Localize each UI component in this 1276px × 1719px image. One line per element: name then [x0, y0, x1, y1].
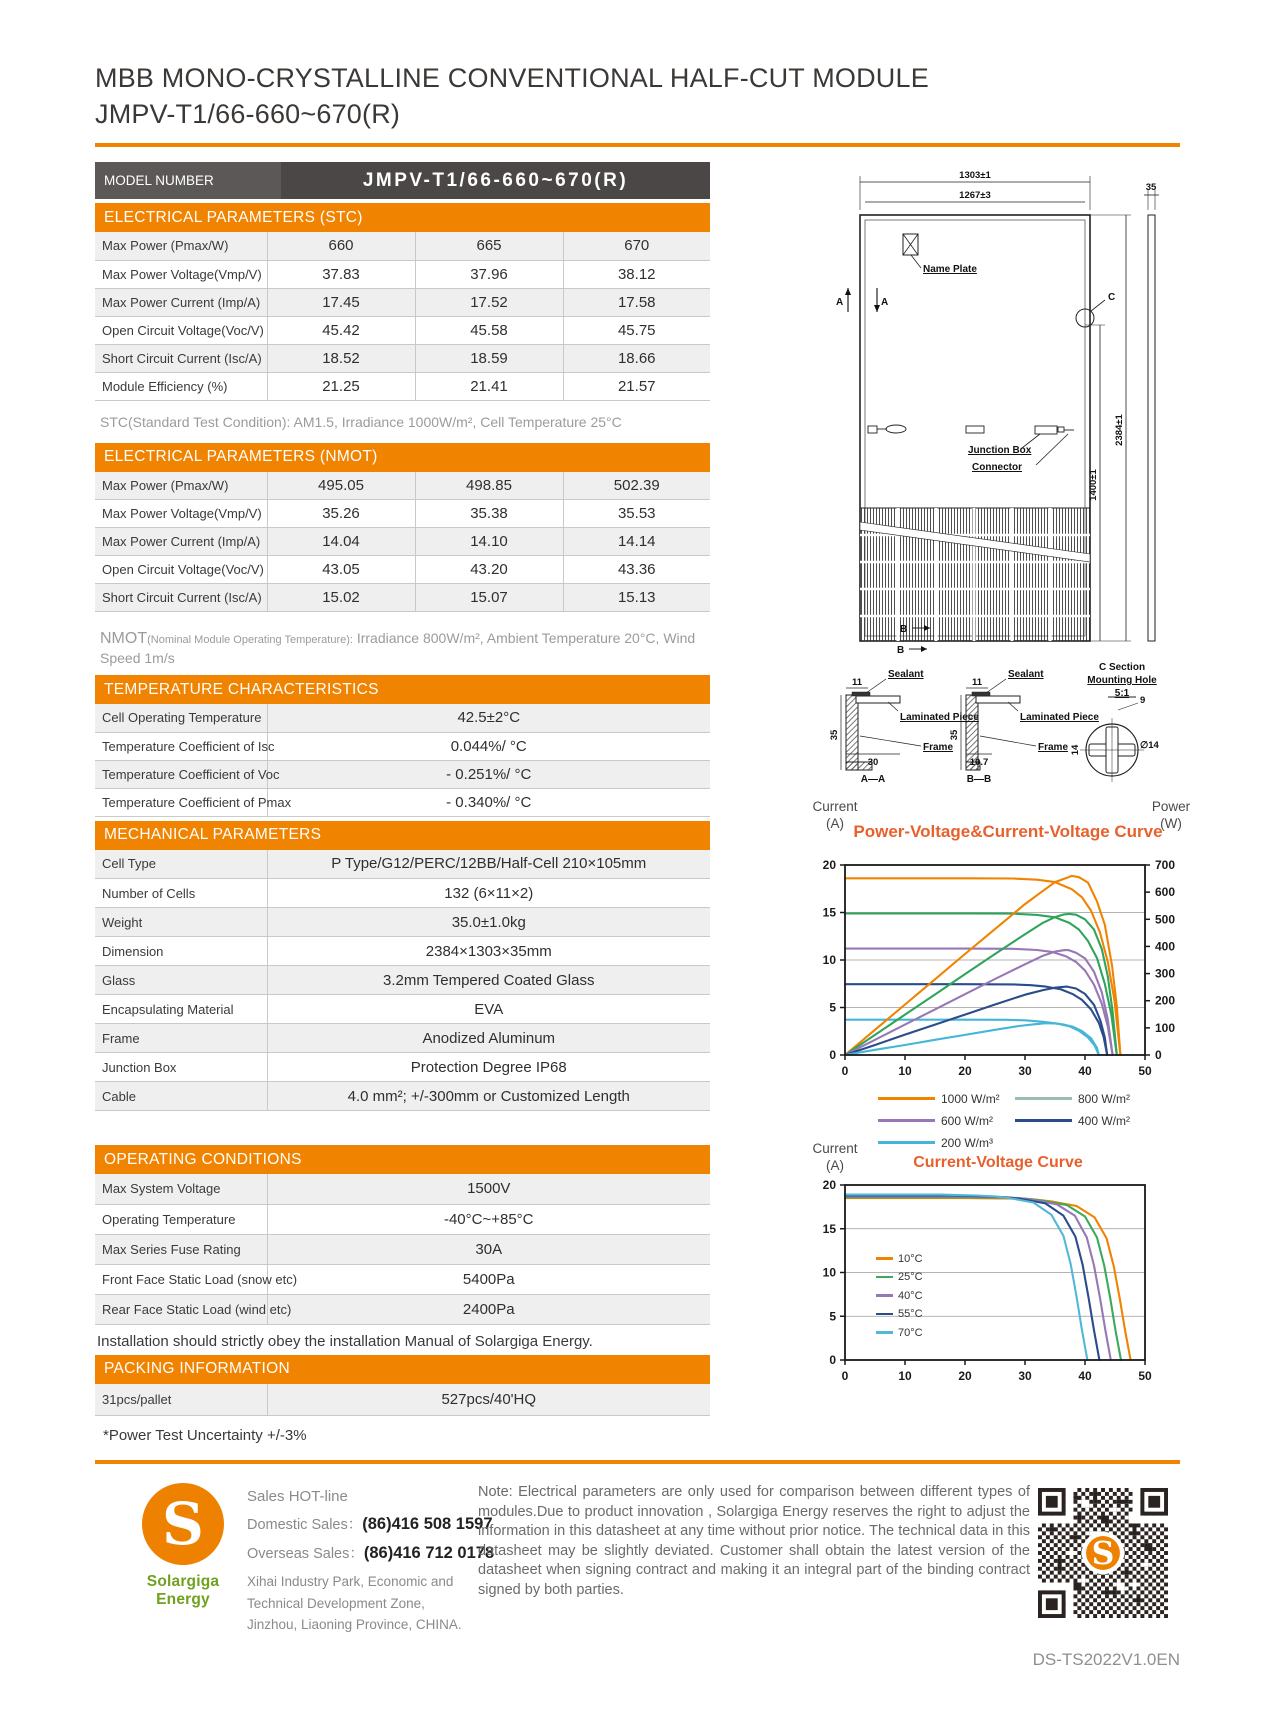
- caption-aa: A—A: [860, 774, 886, 785]
- document-code: DS-TS2022V1.0EN: [1032, 1650, 1180, 1669]
- module-drawing: [740, 150, 1276, 800]
- table-row: [95, 344, 710, 372]
- tick-label: 20: [822, 1178, 836, 1192]
- param-value-cell: 15.02: [267, 584, 415, 612]
- sales-hotline-label: Sales HOT-line: [247, 1488, 348, 1505]
- dim-c-14: 14: [1070, 744, 1081, 756]
- pv-iv-curve-chart: [740, 795, 1276, 1153]
- section-header-operating: OPERATING CONDITIONS: [95, 1145, 710, 1174]
- company-address: Xihai Industry Park, Economic and Technical Development Zone, Jinzhou, Liaoning Province, CHINA.: [247, 1574, 462, 1632]
- param-label-cell: Cable: [95, 1082, 267, 1111]
- table-row: [95, 372, 710, 400]
- table-row: [95, 850, 710, 879]
- param-value-cell: 18.52: [267, 344, 415, 372]
- legend-swatch: [876, 1276, 893, 1279]
- legend-swatch: [1015, 1119, 1072, 1122]
- param-label-cell: Open Circuit Voltage(Voc/V): [95, 316, 267, 344]
- param-label-cell: Max Power (Pmax/W): [95, 472, 267, 500]
- caption-bb: B—B: [966, 774, 992, 785]
- table-row: [95, 528, 710, 556]
- param-label-cell: Short Circuit Current (Isc/A): [95, 584, 267, 612]
- tick-label: 200: [1155, 993, 1176, 1008]
- tick-label: 0: [829, 1353, 836, 1367]
- tick-label: 300: [1155, 966, 1176, 981]
- legend-item: 10°C: [876, 1252, 923, 1265]
- table-row: [95, 1384, 710, 1416]
- dim-c-9: 9: [1140, 695, 1146, 706]
- section-b-mark: B: [897, 645, 905, 656]
- param-value-cell: 15.13: [563, 584, 710, 612]
- legend-swatch: [876, 1257, 893, 1260]
- table-row: [95, 316, 710, 344]
- legend-item: 55°C: [876, 1308, 923, 1321]
- param-label-cell: Front Face Static Load (snow etc): [95, 1264, 267, 1294]
- tick-label: 40: [1078, 1369, 1092, 1383]
- param-value-cell: 4.0 mm²; +/-300mm or Customized Length: [267, 1082, 710, 1111]
- tick-label: 50: [1138, 1064, 1152, 1078]
- param-value-cell: 43.20: [415, 556, 563, 584]
- tick-label: 40: [1078, 1064, 1092, 1078]
- tick-label: 0: [829, 1048, 836, 1062]
- c-section-scale: 5:1: [1114, 688, 1130, 699]
- table-row: [95, 788, 710, 816]
- tick-label: 15: [822, 1221, 836, 1236]
- param-value-cell: 21.57: [563, 372, 710, 400]
- param-value-cell: 17.52: [415, 288, 563, 316]
- param-label-cell: Module Efficiency (%): [95, 372, 267, 400]
- param-label-cell: Cell Operating Temperature: [95, 704, 267, 732]
- param-value-cell: 14.04: [267, 528, 415, 556]
- param-value-cell: 35.0±1.0kg: [267, 908, 710, 937]
- nmot-table: [95, 472, 710, 613]
- param-label-cell: Cell Type: [95, 850, 267, 879]
- legend-item: 25°C: [876, 1271, 923, 1284]
- table-row: [95, 584, 710, 612]
- param-value-cell: 3.2mm Tempered Coated Glass: [267, 966, 710, 995]
- frame-label: Frame: [1038, 742, 1069, 753]
- model-number-bar: [95, 162, 710, 199]
- param-label-cell: Junction Box: [95, 1053, 267, 1082]
- param-value-cell: 5400Pa: [267, 1264, 710, 1294]
- table-row: [95, 937, 710, 966]
- table-row: [95, 879, 710, 908]
- legend-item: 1000 W/m²: [878, 1092, 1015, 1105]
- tick-label: 20: [958, 1064, 972, 1078]
- param-value-cell: 30A: [267, 1234, 710, 1264]
- table-row: [95, 1024, 710, 1053]
- dim-thickness: 35: [1145, 182, 1157, 193]
- title-line-1: MBB MONO-CRYSTALLINE CONVENTIONAL HALF-CUT MODULE: [95, 63, 929, 93]
- param-label-cell: Max Power Voltage(Vmp/V): [95, 260, 267, 288]
- legend-swatch: [876, 1294, 893, 1297]
- param-label-cell: Short Circuit Current (Isc/A): [95, 344, 267, 372]
- param-value-cell: 42.5±2°C: [267, 704, 710, 732]
- param-value-cell: 17.58: [563, 288, 710, 316]
- dim-width-outer: 1303±1: [959, 170, 991, 181]
- dim-width-inner: 1267±3: [959, 190, 991, 201]
- param-value-cell: 35.53: [563, 500, 710, 528]
- chart-title: Power-Voltage&Current-Voltage Curve: [853, 822, 1163, 841]
- param-value-cell: 670: [563, 232, 710, 260]
- param-label-cell: Frame: [95, 1024, 267, 1053]
- param-value-cell: 14.14: [563, 528, 710, 556]
- title-line-2: JMPV-T1/66-660~670(R): [95, 99, 401, 129]
- dim-c-phi: ∅14: [1140, 740, 1159, 751]
- tick-label: 10: [822, 1265, 836, 1280]
- param-value-cell: 502.39: [563, 472, 710, 500]
- section-header-nmot: ELECTRICAL PARAMETERS (NMOT): [95, 443, 710, 472]
- tick-label: 10: [898, 1369, 912, 1383]
- table-row: [95, 1264, 710, 1294]
- table-row: [95, 1234, 710, 1264]
- param-label-cell: Dimension: [95, 937, 267, 966]
- temperature-table: [95, 704, 710, 817]
- installation-note: Installation should strictly obey the installation Manual of Solargiga Energy.: [97, 1332, 593, 1350]
- tick-label: 0: [1155, 1048, 1162, 1062]
- legend-item: 200 W/m³: [878, 1136, 1015, 1149]
- dim-height-half: 1400±1: [1088, 469, 1099, 501]
- tick-label: 10: [822, 953, 836, 967]
- tick-label: 30: [1018, 1369, 1032, 1383]
- module-front-view: [845, 176, 1159, 652]
- right-axis-name: Power (W): [1151, 799, 1191, 831]
- param-value-cell: 37.96: [415, 260, 563, 288]
- param-value-cell: 45.42: [267, 316, 415, 344]
- param-label-cell: Open Circuit Voltage(Voc/V): [95, 556, 267, 584]
- param-value-cell: 15.07: [415, 584, 563, 612]
- param-value-cell: 45.75: [563, 316, 710, 344]
- param-value-cell: 132 (6×11×2): [267, 879, 710, 908]
- param-label-cell: Temperature Coefficient of Pmax: [95, 788, 267, 816]
- param-label-cell: Max System Voltage: [95, 1174, 267, 1204]
- section-b-mark: B: [900, 624, 908, 635]
- param-label-cell: Encapsulating Material: [95, 995, 267, 1024]
- param-label-cell: Max Power (Pmax/W): [95, 232, 267, 260]
- table-row: [95, 556, 710, 584]
- laminated-piece-label: Laminated Piece: [1020, 712, 1099, 723]
- temperature-legend: [876, 1252, 923, 1339]
- table-row: [95, 1082, 710, 1111]
- param-value-cell: 18.59: [415, 344, 563, 372]
- tick-label: 10: [898, 1064, 912, 1078]
- param-label-cell: Max Power Voltage(Vmp/V): [95, 500, 267, 528]
- param-label-cell: Rear Face Static Load (wind etc): [95, 1294, 267, 1324]
- table-row: [95, 704, 710, 732]
- param-label-cell: Operating Temperature: [95, 1204, 267, 1234]
- qr-code: [1036, 1488, 1170, 1618]
- legend-item: 600 W/m²: [878, 1114, 1015, 1127]
- chart-title: Current-Voltage Curve: [913, 1154, 1083, 1171]
- qr-code-svg: [1036, 1488, 1170, 1618]
- param-value-cell: 35.26: [267, 500, 415, 528]
- param-label-cell: Weight: [95, 908, 267, 937]
- table-row: [95, 1053, 710, 1082]
- dim-aa-bottom: 30: [867, 757, 879, 768]
- legend-swatch: [878, 1119, 935, 1122]
- param-value-cell: 1500V: [267, 1174, 710, 1204]
- param-label-cell: Glass: [95, 966, 267, 995]
- packing-table: [95, 1384, 710, 1417]
- legend-item: 800 W/m²: [1015, 1092, 1152, 1105]
- legend-item: 70°C: [876, 1326, 923, 1339]
- param-value-cell: 665: [415, 232, 563, 260]
- model-number-label: MODEL NUMBER: [95, 162, 281, 199]
- stc-table: [95, 232, 710, 401]
- logo-icon: S: [142, 1483, 224, 1565]
- table-row: [95, 760, 710, 788]
- param-value-cell: 17.45: [267, 288, 415, 316]
- table-row: [95, 1174, 710, 1204]
- table-row: [95, 500, 710, 528]
- junction-box-label: Junction Box: [968, 445, 1032, 456]
- connector-label: Connector: [972, 462, 1022, 473]
- left-axis-name: Current (A): [812, 799, 858, 831]
- param-value-cell: 43.36: [563, 556, 710, 584]
- param-value-cell: 21.41: [415, 372, 563, 400]
- tick-label: 500: [1155, 912, 1176, 927]
- title-divider: [95, 143, 1180, 147]
- param-value-cell: 660: [267, 232, 415, 260]
- tick-label: 100: [1155, 1020, 1176, 1035]
- dim-aa-side: 35: [829, 729, 840, 741]
- tick-label: 600: [1155, 885, 1176, 900]
- param-value-cell: 0.044%/ °C: [267, 732, 710, 760]
- series-pv-200: [845, 1023, 1099, 1055]
- table-row: [95, 472, 710, 500]
- domestic-sales-line: Domestic Sales：(86)416 508 1597: [247, 1515, 493, 1533]
- param-value-cell: 495.05: [267, 472, 415, 500]
- tick-label: 400: [1155, 939, 1176, 954]
- module-technical-drawing-svg: [740, 150, 1276, 800]
- c-section-subtitle: Mounting Hole: [1087, 675, 1157, 686]
- param-value-cell: 35.38: [415, 500, 563, 528]
- section-a-a: [841, 679, 921, 770]
- dim-aa-top: 11: [851, 677, 863, 688]
- param-value-cell: 18.66: [563, 344, 710, 372]
- tick-label: 5: [829, 1000, 836, 1015]
- section-header-stc: ELECTRICAL PARAMETERS (STC): [95, 203, 710, 232]
- legal-note: Note: Electrical parameters are only used for comparison between different types of modules.Due to product innovation , Solargiga Energy reserves the right to adjust the information in this datasheet at any time without prior notice. The technical data in this datasheet may be slightly deviated. Customer shall obtain the latest version of the datasheet when signing contract and making it an integral part of the binding contract signed by both parties.: [478, 1484, 1030, 1598]
- table-row: [95, 1294, 710, 1324]
- param-value-cell: 37.83: [267, 260, 415, 288]
- tick-label: 0: [841, 1369, 849, 1383]
- tick-label: 50: [1138, 1369, 1152, 1383]
- iv-temperature-chart: [740, 1140, 1276, 1395]
- footer-divider: [95, 1460, 1180, 1464]
- param-value-cell: 498.85: [415, 472, 563, 500]
- param-value-cell: 2400Pa: [267, 1294, 710, 1324]
- table-row: [95, 260, 710, 288]
- dim-bb-bottom: 10.7: [969, 757, 989, 768]
- table-row: [95, 908, 710, 937]
- param-label-cell: Number of Cells: [95, 879, 267, 908]
- param-value-cell: Anodized Aluminum: [267, 1024, 710, 1053]
- laminated-piece-label: Laminated Piece: [900, 712, 979, 723]
- legend-item: 400 W/m²: [1015, 1114, 1152, 1127]
- param-label-cell: Temperature Coefficient of Voc: [95, 760, 267, 788]
- section-a-mark: A: [836, 297, 844, 308]
- sealant-label: Sealant: [1008, 669, 1044, 680]
- tick-label: 30: [1018, 1064, 1032, 1078]
- param-label-cell: Max Power Current (Imp/A): [95, 528, 267, 556]
- section-c-mark: C: [1108, 292, 1116, 303]
- tick-label: 20: [822, 858, 836, 872]
- parameters-column: [95, 162, 710, 1444]
- table-row: [95, 732, 710, 760]
- operating-table: [95, 1174, 710, 1325]
- param-value-cell: 2384×1303×35mm: [267, 937, 710, 966]
- section-a-mark: A: [881, 297, 889, 308]
- table-row: [95, 1204, 710, 1234]
- stc-note: STC(Standard Test Condition): AM1.5, Irradiance 1000W/m², Cell Temperature 25°C: [100, 413, 622, 430]
- left-axis-name: Current (A): [812, 1141, 858, 1173]
- contact-block: [247, 1488, 495, 1636]
- table-row: [95, 966, 710, 995]
- param-label-cell: 31pcs/pallet: [95, 1384, 267, 1416]
- overseas-sales-line: Overseas Sales：(86)416 712 0178: [247, 1544, 495, 1562]
- param-value-cell: - 0.340%/ °C: [267, 788, 710, 816]
- dim-height-full: 2384±1: [1114, 414, 1125, 446]
- param-value-cell: Protection Degree IP68: [267, 1053, 710, 1082]
- c-section-title: C Section: [1098, 662, 1146, 673]
- param-value-cell: P Type/G12/PERC/12BB/Half-Cell 210×105mm: [267, 850, 710, 879]
- mechanical-table: [95, 850, 710, 1112]
- iv-temp-chart-svg: [740, 1178, 1276, 1393]
- param-value-cell: -40°C~+85°C: [267, 1204, 710, 1234]
- param-value-cell: 38.12: [563, 260, 710, 288]
- brand-name: Solargiga Energy: [146, 1573, 220, 1608]
- tick-label: 5: [829, 1309, 836, 1324]
- nmot-note: NMOT(Nominal Module Operating Temperature): Irradiance 800W/m², Ambient Temperature 20°C, Wind Speed 1m/s: [100, 630, 696, 666]
- table-row: [95, 995, 710, 1024]
- param-value-cell: 21.25: [267, 372, 415, 400]
- tick-label: 20: [958, 1369, 972, 1383]
- legend-item: 40°C: [876, 1289, 923, 1302]
- pv-iv-chart-svg: [740, 850, 1276, 1095]
- legend-swatch: [876, 1313, 893, 1316]
- param-label-cell: Temperature Coefficient of Isc: [95, 732, 267, 760]
- sealant-label: Sealant: [888, 669, 924, 680]
- section-header-temperature: TEMPERATURE CHARACTERISTICS: [95, 675, 710, 704]
- svg-text:S: S: [1091, 1535, 1115, 1573]
- legend-swatch: [876, 1331, 893, 1334]
- company-logo: [118, 1483, 248, 1609]
- tick-label: 0: [841, 1064, 849, 1078]
- param-value-cell: 527pcs/40'HQ: [267, 1384, 710, 1416]
- legend-swatch: [878, 1097, 935, 1100]
- table-row: [95, 232, 710, 260]
- frame-label: Frame: [923, 742, 954, 753]
- section-header-mechanical: MECHANICAL PARAMETERS: [95, 821, 710, 850]
- dim-bb-top: 11: [971, 677, 983, 688]
- param-label-cell: Max Series Fuse Rating: [95, 1234, 267, 1264]
- param-value-cell: 45.58: [415, 316, 563, 344]
- c-section-mounting-hole: [1080, 697, 1144, 782]
- page-title: [95, 60, 1180, 132]
- param-value-cell: 14.10: [415, 528, 563, 556]
- name-plate-label: Name Plate: [923, 264, 977, 275]
- param-value-cell: 43.05: [267, 556, 415, 584]
- param-value-cell: - 0.251%/ °C: [267, 760, 710, 788]
- legend-swatch: [1015, 1097, 1072, 1100]
- dim-bb-side: 35: [949, 729, 960, 741]
- param-label-cell: Max Power Current (Imp/A): [95, 288, 267, 316]
- tick-label: 15: [822, 905, 836, 920]
- section-header-packing: PACKING INFORMATION: [95, 1355, 710, 1384]
- tick-label: 700: [1155, 858, 1176, 872]
- model-number-value: JMPV-T1/66-660~670(R): [281, 162, 710, 199]
- param-value-cell: EVA: [267, 995, 710, 1024]
- power-test-note: *Power Test Uncertainty +/-3%: [103, 1427, 307, 1444]
- table-row: [95, 288, 710, 316]
